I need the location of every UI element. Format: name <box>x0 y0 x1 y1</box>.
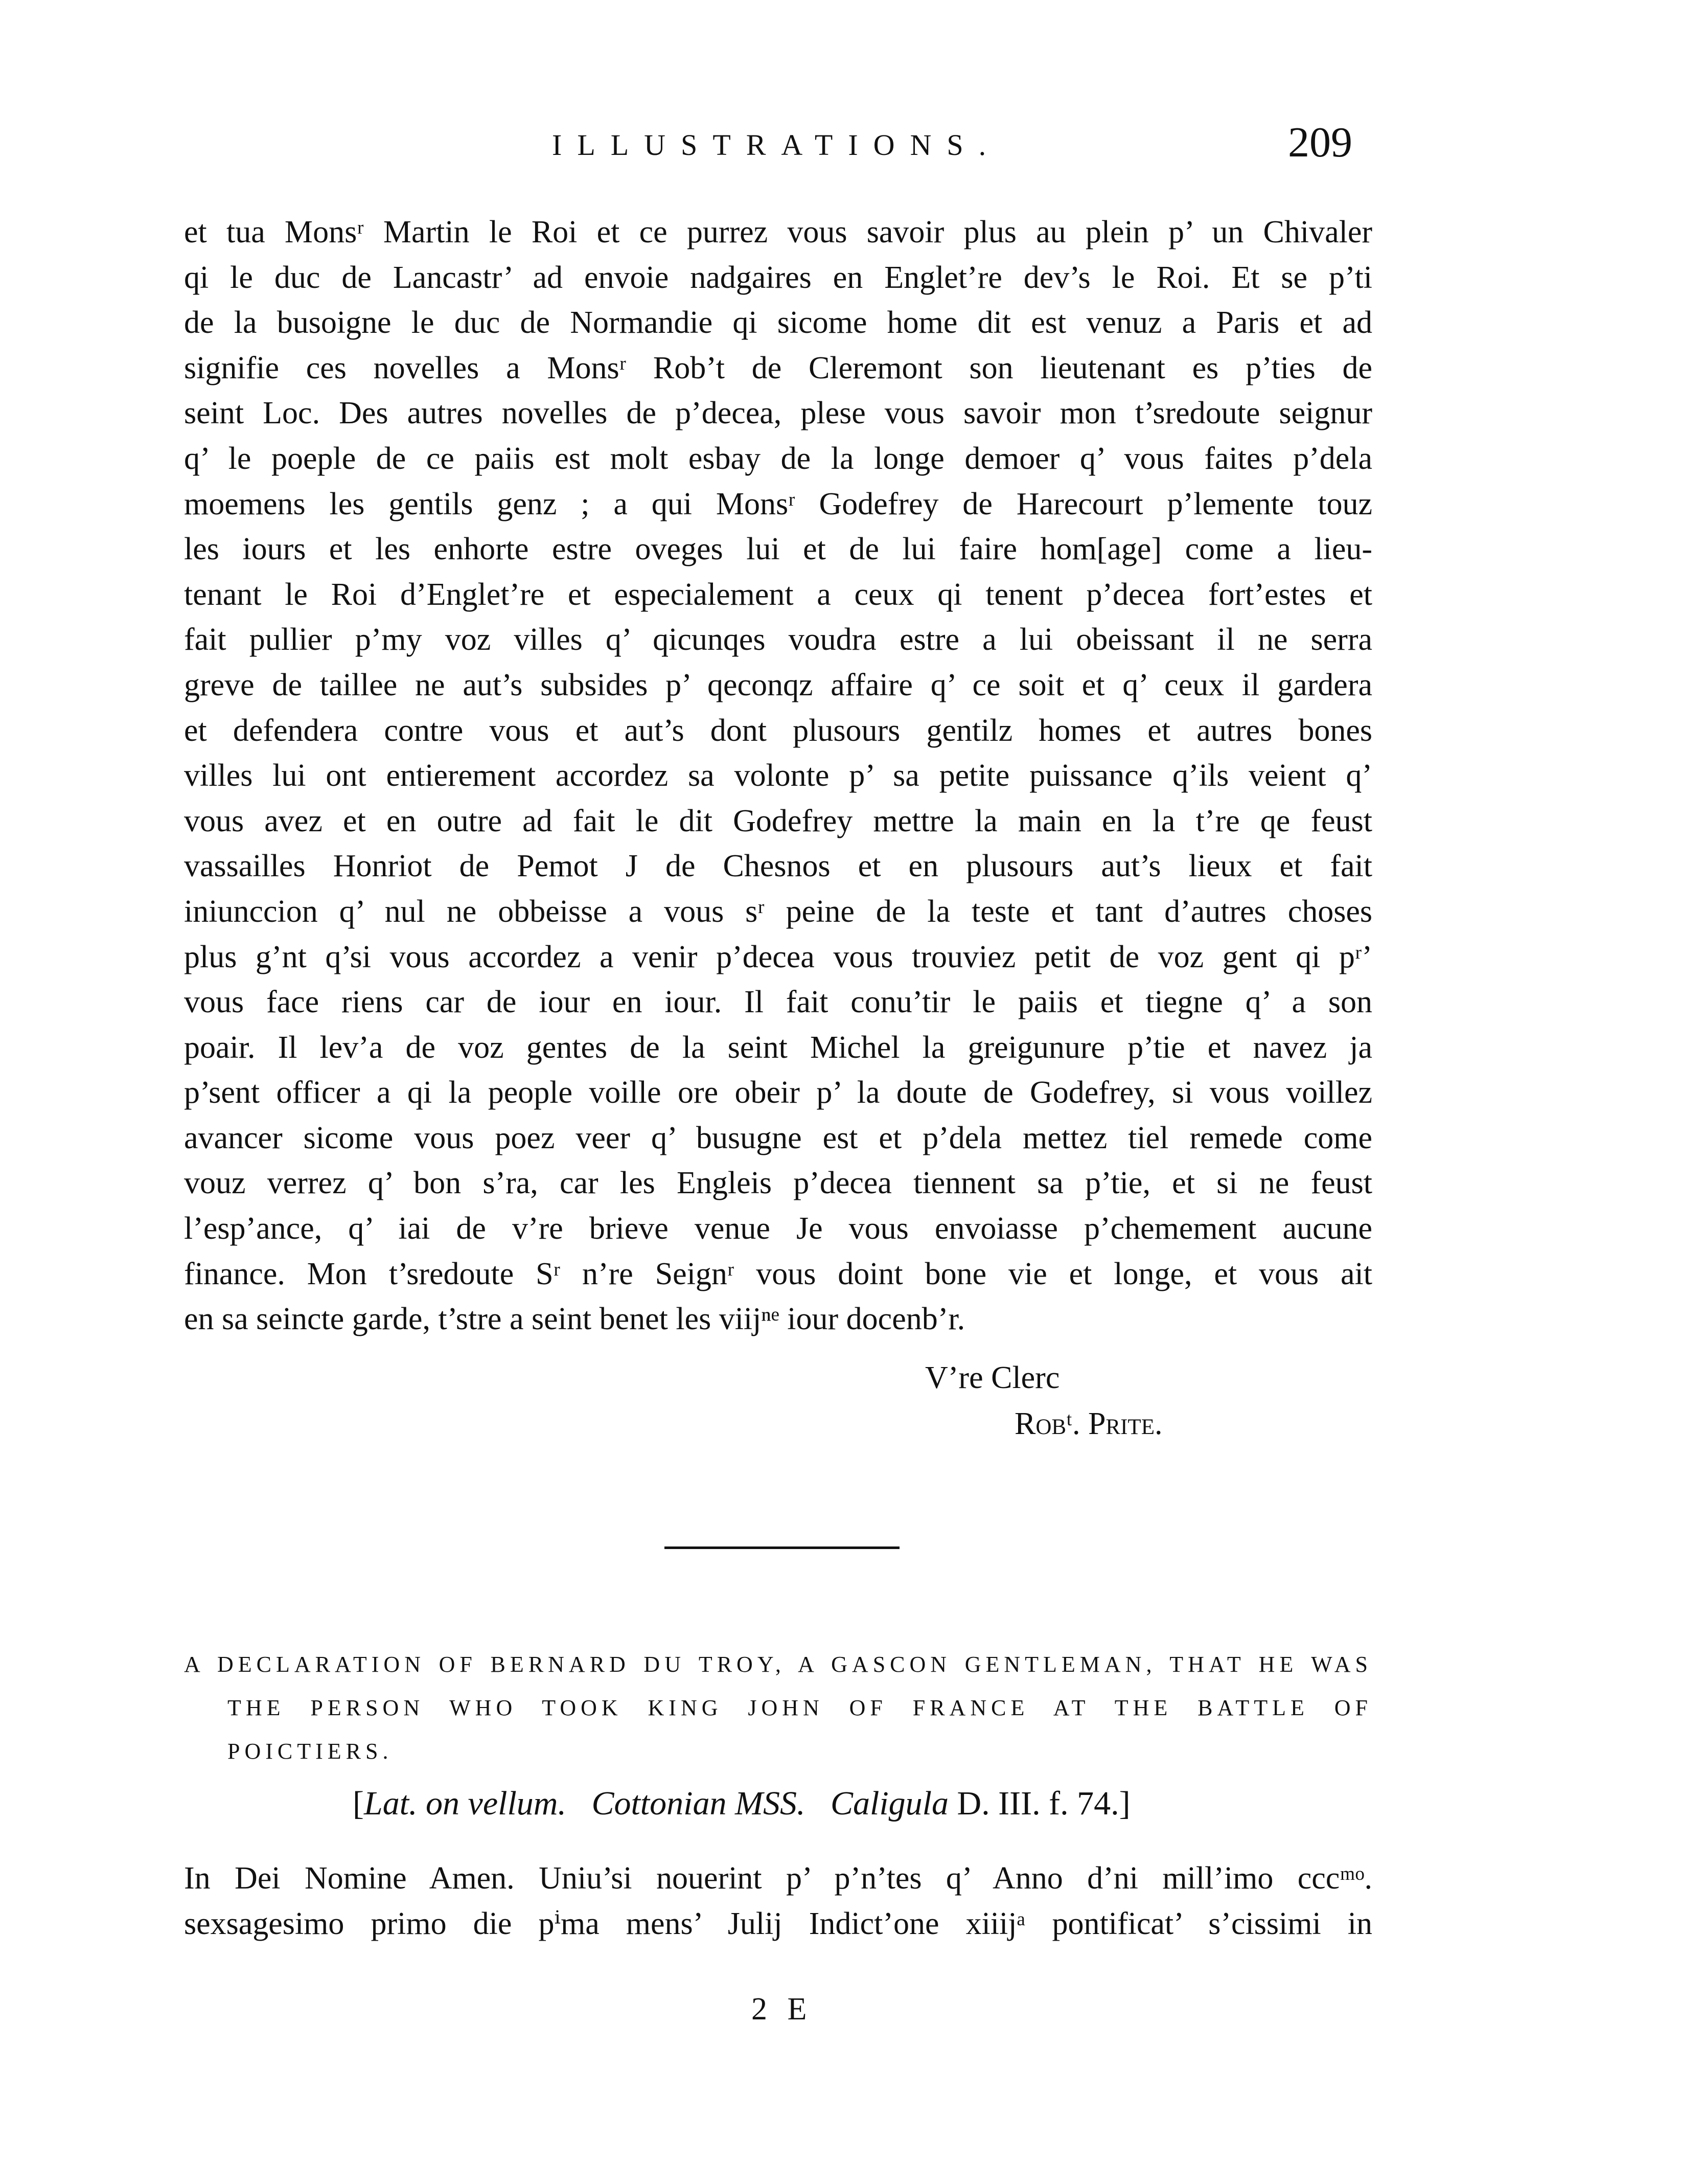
letter-closing: V’re Clerc <box>925 1360 1060 1395</box>
letter-line: q’ le poeple de ce paiis est molt esbay de la longe demoer q’ vous faites p’dela <box>184 441 1372 476</box>
letter-signature: Robᵗ. Prite. <box>1015 1406 1163 1441</box>
latin-body <box>184 1856 1372 1946</box>
letter-line: et defendera contre vous et aut’s dont plusours gentilz homes et autres bones <box>184 713 1372 748</box>
letter-line: signifie ces novelles a Monsʳ Rob’t de Cleremont son lieutenant es p’ties de <box>184 350 1372 385</box>
signature-mark: 2 E <box>751 1992 813 2027</box>
letter-line: iniunccion q’ nul ne obbeisse a vous sʳ peine de la teste et tant d’autres choses <box>184 894 1372 929</box>
source-material: Lat. on vellum. <box>363 1785 566 1822</box>
letter-line: les iours et les enhorte estre oveges lui et de lui faire hom[age] come a lieu- <box>184 532 1372 567</box>
source-reference: D. III. f. 74.] <box>957 1785 1131 1822</box>
letter-line: tenant le Roi d’Englet’re et especialement a ceux qi tenent p’decea fort’estes et <box>184 577 1372 612</box>
letter-line: vouz verrez q’ bon s’ra, car les Engleis p’decea tiennent sa p’tie, et si ne feust <box>184 1166 1372 1201</box>
letter-line: plus g’nt q’si vous accordez a venir p’decea vous trouviez petit de voz gent qi pʳ’ <box>184 939 1372 974</box>
source-bracket: [ <box>353 1785 364 1822</box>
letter-line: qi le duc de Lancastr’ ad envoie nadgaires en Englet’re dev’s le Roi. Et se p’ti <box>184 260 1372 295</box>
section-heading-line: A DECLARATION OF BERNARD DU TROY, A GASCON GENTLEMAN, THAT HE WAS <box>184 1652 1372 1677</box>
source-note <box>353 1784 1131 1823</box>
letter-line: greve de taillee ne aut’s subsides p’ qeconqz affaire q’ ce soit et q’ ceux il gardera <box>184 667 1372 702</box>
section-divider <box>664 1546 900 1549</box>
source-manuscript: Caligula <box>830 1785 949 1822</box>
letter-line: en sa seincte garde, t’stre a seint benet les viijⁿᵉ iour docenb’r. <box>184 1302 965 1337</box>
letter-line: vassailles Honriot de Pemot J de Chesnos et en plusours aut’s lieux et fait <box>184 849 1372 884</box>
letter-line: seint Loc. Des autres novelles de p’decea, plese vous savoir mon t’sredoute seignur <box>184 396 1372 431</box>
letter-line: et tua Monsʳ Martin le Roi et ce purrez vous savoir plus au plein p’ un Chivaler <box>184 215 1372 249</box>
letter-line: de la busoigne le duc de Normandie qi sicome home dit est venuz a Paris et ad <box>184 305 1372 340</box>
letter-line: finance. Mon t’sredoute Sʳ n’re Seignʳ vous doint bone vie et longe, et vous ait <box>184 1256 1372 1291</box>
letter-line: villes lui ont entierement accordez sa volonte p’ sa petite puissance q’ils veient q’ <box>184 758 1372 793</box>
letter-line: moemens les gentils genz ; a qui Monsʳ Godefrey de Harecourt p’lemente touz <box>184 486 1372 521</box>
section-heading-line: POICTIERS. <box>227 1739 393 1764</box>
letter-body <box>184 210 1372 1342</box>
page-number: 209 <box>1288 119 1352 166</box>
source-collection: Cottonian MSS. <box>591 1785 805 1822</box>
letter-line: poair. Il lev’a de voz gentes de la seint Michel la greigunure p’tie et navez ja <box>184 1030 1372 1065</box>
letter-line: vous face riens car de iour en iour. Il fait conu’tir le paiis et tiegne q’ a son <box>184 985 1372 1020</box>
running-head <box>0 118 1681 179</box>
latin-line: In Dei Nomine Amen. Uniu’si nouerint p’ p’n’tes q’ Anno d’ni mill’imo cccᵐᵒ. <box>184 1861 1372 1896</box>
letter-line: avancer sicome vous poez veer q’ busugne est et p’dela mettez tiel remede come <box>184 1120 1372 1155</box>
latin-line: sexsagesimo primo die pⁱma mens’ Julij Indict’one xiiijᵃ pontificat’ s’cissimi in <box>184 1906 1372 1941</box>
letter-line: vous avez et en outre ad fait le dit Godefrey mettre la main en la t’re qe feust <box>184 803 1372 838</box>
letter-line: p’sent officer a qi la people voille ore obeir p’ la doute de Godefrey, si vous voillez <box>184 1075 1372 1110</box>
section-heading-line: THE PERSON WHO TOOK KING JOHN OF FRANCE AT THE BATTLE OF <box>227 1695 1372 1720</box>
running-title: ILLUSTRATIONS. <box>552 128 1002 162</box>
letter-line: fait pullier p’my voz villes q’ qicunqes voudra estre a lui obeissant il ne serra <box>184 622 1372 657</box>
letter-line: l’esp’ance, q’ iai de v’re brieve venue Je vous envoiasse p’chemement aucune <box>184 1211 1372 1246</box>
